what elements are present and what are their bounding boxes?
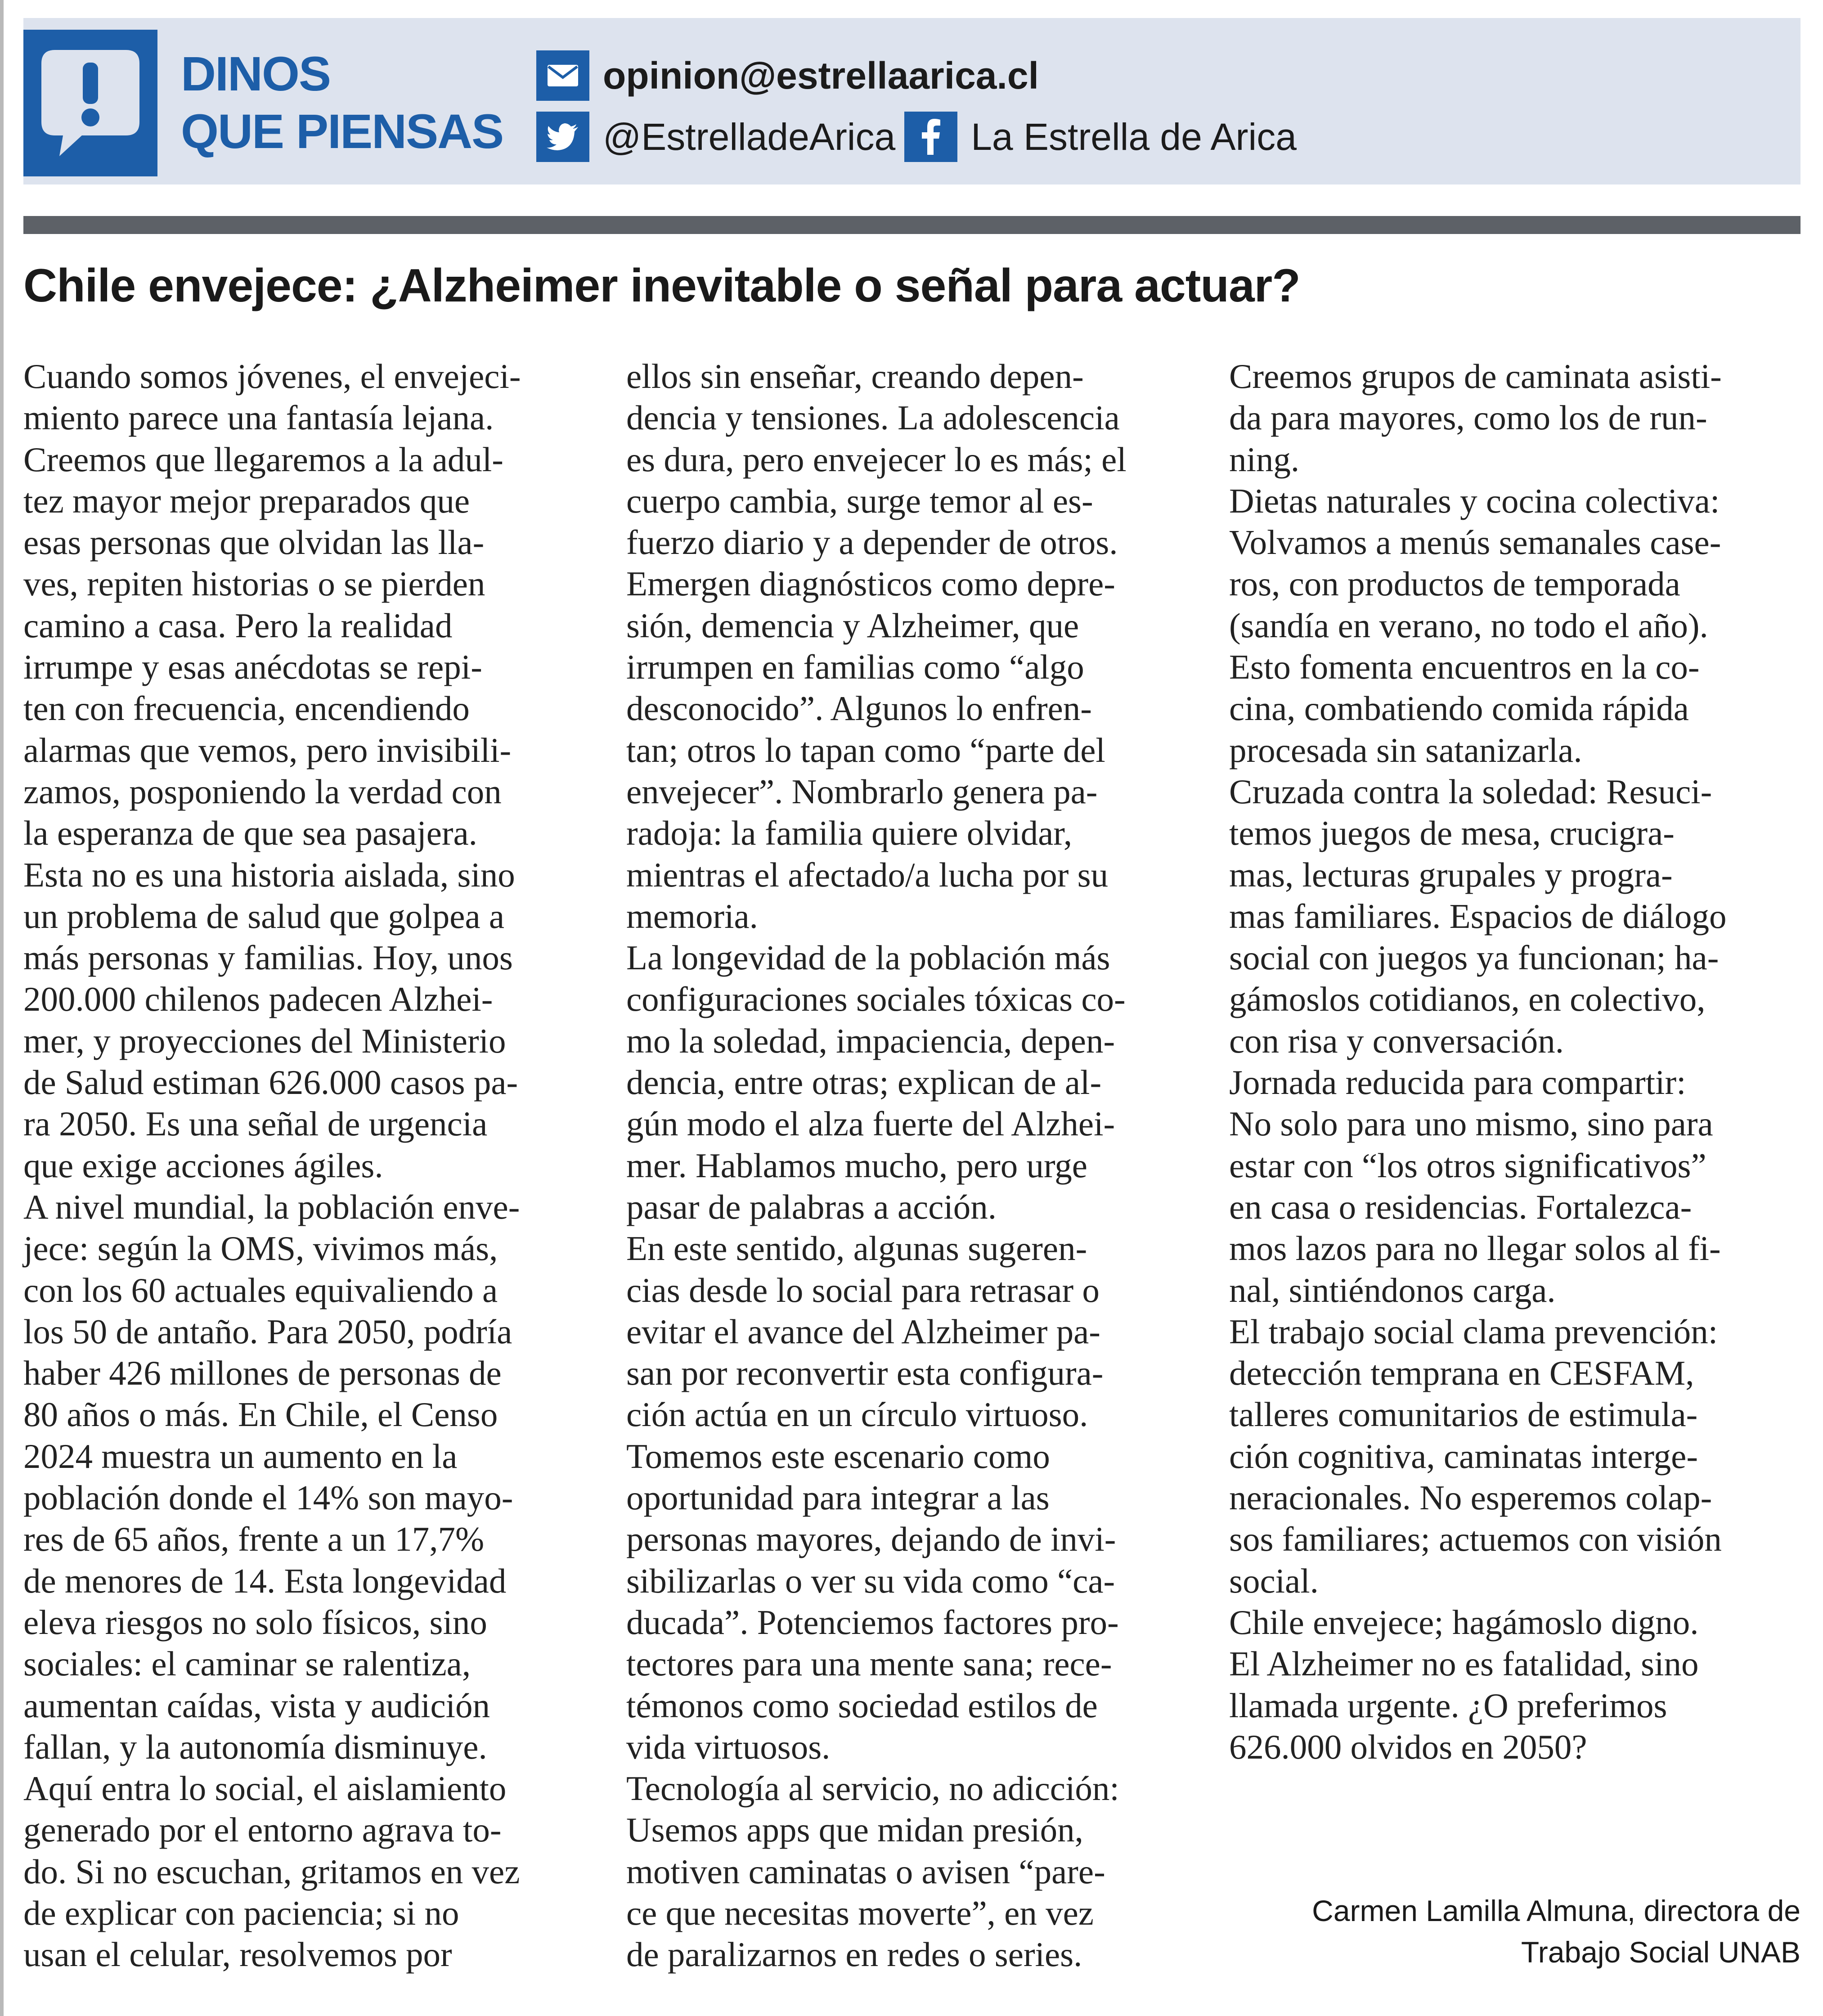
- text-line: procesada sin satanizarla.: [1229, 730, 1582, 770]
- text-line: en casa o residencias. Fortalezca-: [1229, 1187, 1692, 1226]
- text-line: sociales: el caminar se ralentiza,: [23, 1644, 471, 1683]
- text-line: con los 60 actuales equivaliendo a: [23, 1270, 498, 1310]
- signature-line-1: Carmen Lamilla Almuna, directora de: [1312, 1894, 1801, 1927]
- text-line: llamada urgente. ¿O preferimos: [1229, 1686, 1667, 1725]
- email-contact[interactable]: [536, 50, 1039, 101]
- page-edge: [0, 0, 4, 2016]
- text-line: Cruzada contra la soledad: Resuci-: [1229, 772, 1712, 811]
- text-line: ellos sin enseñar, creando depen-: [626, 357, 1084, 396]
- text-line: ce que necesitas moverte”, en vez: [626, 1893, 1094, 1932]
- text-line: memoria.: [626, 896, 758, 936]
- text-line: mer. Hablamos mucho, pero urge: [626, 1146, 1087, 1185]
- text-line: ning.: [1229, 440, 1300, 479]
- text-line: con risa y conversación.: [1229, 1021, 1564, 1060]
- text-line: tan; otros lo tapan como “parte del: [626, 730, 1105, 770]
- text-line: ra 2050. Es una señal de urgencia: [23, 1104, 488, 1143]
- text-line: estar con “los otros significativos”: [1229, 1146, 1706, 1185]
- text-line: neracionales. No esperemos colap-: [1229, 1478, 1712, 1517]
- text-line: generado por el entorno agrava to-: [23, 1810, 502, 1850]
- text-line: Usemos apps que midan presión,: [626, 1810, 1083, 1850]
- article-column-1: [23, 356, 608, 1976]
- text-line: 80 años o más. En Chile, el Censo: [23, 1395, 498, 1434]
- text-line: detección temprana en CESFAM,: [1229, 1354, 1694, 1393]
- text-line: fallan, y la autonomía disminuye.: [23, 1727, 487, 1766]
- text-line: Dietas naturales y cocina colectiva:: [1229, 481, 1720, 520]
- text-line: eleva riesgos no solo físicos, sino: [23, 1602, 487, 1642]
- text-line: da para mayores, como los de run-: [1229, 398, 1707, 437]
- text-line: cias desde lo social para retrasar o: [626, 1270, 1100, 1310]
- text-line: mas familiares. Espacios de diálogo: [1229, 896, 1727, 936]
- text-line: irrumpe y esas anécdotas se repi-: [23, 648, 482, 687]
- text-line: jece: según la OMS, vivimos más,: [23, 1229, 498, 1268]
- exclamation-speech-bubble-icon: [23, 30, 157, 176]
- text-line: haber 426 millones de personas de: [23, 1354, 502, 1393]
- text-line: mas, lecturas grupales y progra-: [1229, 855, 1673, 894]
- text-line: de paralizarnos en redes o series.: [626, 1935, 1082, 1974]
- text-line: fuerzo diario y a depender de otros.: [626, 523, 1118, 562]
- text-line: mo la soledad, impaciencia, depen-: [626, 1021, 1115, 1060]
- text-line: miento parece una fantasía lejana.: [23, 398, 494, 437]
- text-line: motiven caminatas o avisen “pare-: [626, 1852, 1105, 1891]
- twitter-handle[interactable]: @EstrelladeArica: [603, 115, 896, 158]
- facebook-page[interactable]: La Estrella de Arica: [971, 115, 1297, 158]
- text-line: mos lazos para no llegar solos al fi-: [1229, 1229, 1721, 1268]
- text-line: res de 65 años, frente a un 17,7%: [23, 1520, 485, 1559]
- section-title-line2: QUE PIENSAS: [181, 104, 503, 158]
- text-line: dencia y tensiones. La adolescencia: [626, 398, 1120, 437]
- text-line: Creemos grupos de caminata asisti-: [1229, 357, 1722, 396]
- text-line: personas mayores, dejando de invi-: [626, 1520, 1116, 1559]
- twitter-bird-icon: [536, 112, 589, 162]
- text-line: irrumpen en familias como “algo: [626, 648, 1084, 687]
- envelope-icon: [536, 50, 589, 101]
- text-line: A nivel mundial, la población enve-: [23, 1187, 520, 1226]
- text-line: do. Si no escuchan, gritamos en vez: [23, 1852, 520, 1891]
- text-line: Creemos que llegaremos a la adul-: [23, 440, 503, 479]
- text-line: envejecer”. Nombrarlo genera pa-: [626, 772, 1098, 811]
- text-line: usan el celular, resolvemos por: [23, 1935, 452, 1974]
- text-line: mientras el afectado/a lucha por su: [626, 855, 1109, 894]
- text-line: 626.000 olvidos en 2050?: [1229, 1727, 1587, 1766]
- text-line: ducada”. Potenciemos factores pro-: [626, 1602, 1119, 1642]
- text-line: Esta no es una historia aislada, sino: [23, 855, 515, 894]
- text-line: de Salud estiman 626.000 casos pa-: [23, 1063, 518, 1102]
- facebook-icon: [904, 112, 957, 162]
- text-line: los 50 de antaño. Para 2050, podría: [23, 1312, 512, 1351]
- text-line: gámoslos cotidianos, en colectivo,: [1229, 980, 1706, 1019]
- text-line: social.: [1229, 1561, 1319, 1600]
- text-line: 2024 muestra un aumento en la: [23, 1436, 458, 1476]
- article-headline: Chile envejece: ¿Alzheimer inevitable o señal para actuar?: [23, 260, 1300, 312]
- text-line: zamos, posponiendo la verdad con: [23, 772, 502, 811]
- article-column-2: [626, 356, 1211, 1976]
- text-line: Jornada reducida para compartir:: [1229, 1063, 1686, 1102]
- text-line: Emergen diagnósticos como depre-: [626, 564, 1115, 603]
- text-line: tectores para una mente sana; rece-: [626, 1644, 1112, 1683]
- text-line: El Alzheimer no es fatalidad, sino: [1229, 1644, 1699, 1683]
- text-line: El trabajo social clama prevención:: [1229, 1312, 1718, 1351]
- text-line: camino a casa. Pero la realidad: [23, 606, 453, 645]
- text-line: Cuando somos jóvenes, el envejeci-: [23, 357, 521, 396]
- text-line: En este sentido, algunas sugeren-: [626, 1229, 1087, 1268]
- text-line: es dura, pero envejecer lo es más; el: [626, 440, 1127, 479]
- section-divider: [23, 216, 1801, 234]
- text-line: Volvamos a menús semanales case-: [1229, 523, 1721, 562]
- text-line: la esperanza de que sea pasajera.: [23, 814, 477, 853]
- text-line: más personas y familias. Hoy, unos: [23, 938, 513, 977]
- text-line: san por reconvertir esta configura-: [626, 1354, 1104, 1393]
- text-line: social con juegos ya funcionan; ha-: [1229, 938, 1719, 977]
- section-title: [181, 45, 503, 160]
- text-line: (sandía en verano, no todo el año).: [1229, 606, 1708, 645]
- header-band: [23, 18, 1801, 184]
- text-line: témonos como sociedad estilos de: [626, 1686, 1098, 1725]
- text-line: La longevidad de la población más: [626, 938, 1110, 977]
- text-line: Aquí entra lo social, el aislamiento: [23, 1769, 507, 1808]
- text-line: cuerpo cambia, surge temor al es-: [626, 481, 1093, 520]
- text-line: ten con frecuencia, encendiendo: [23, 689, 470, 728]
- text-line: alarmas que vemos, pero invisibili-: [23, 730, 512, 770]
- text-line: ción actúa en un círculo virtuoso.: [626, 1395, 1088, 1434]
- text-line: ros, con productos de temporada: [1229, 564, 1680, 603]
- text-line: esas personas que olvidan las lla-: [23, 523, 485, 562]
- text-line: de menores de 14. Esta longevidad: [23, 1561, 507, 1600]
- text-line: oportunidad para integrar a las: [626, 1478, 1050, 1517]
- text-line: de explicar con paciencia; si no: [23, 1893, 459, 1932]
- text-line: No solo para uno mismo, sino para: [1229, 1104, 1713, 1143]
- text-line: ves, repiten historias o se pierden: [23, 564, 485, 603]
- author-signature: [1312, 1890, 1801, 1973]
- text-line: cina, combatiendo comida rápida: [1229, 689, 1689, 728]
- text-line: desconocido”. Algunos lo enfren-: [626, 689, 1092, 728]
- text-line: sión, demencia y Alzheimer, que: [626, 606, 1079, 645]
- section-title-line1: DINOS: [181, 46, 331, 101]
- text-line: nal, sintiéndonos carga.: [1229, 1270, 1556, 1310]
- text-line: mer, y proyecciones del Ministerio: [23, 1021, 506, 1060]
- text-line: talleres comunitarios de estimula-: [1229, 1395, 1698, 1434]
- text-line: pasar de palabras a acción.: [626, 1187, 997, 1226]
- text-line: temos juegos de mesa, crucigra-: [1229, 814, 1675, 853]
- email-address[interactable]: opinion@estrellaarica.cl: [603, 54, 1039, 97]
- text-line: radoja: la familia quiere olvidar,: [626, 814, 1073, 853]
- text-line: un problema de salud que golpea a: [23, 896, 505, 936]
- text-line: Tecnología al servicio, no adicción:: [626, 1769, 1119, 1808]
- text-line: Chile envejece; hagámoslo digno.: [1229, 1602, 1699, 1642]
- text-line: Esto fomenta encuentros en la co-: [1229, 648, 1700, 687]
- article-column-3: [1229, 356, 1814, 1768]
- text-line: sos familiares; actuemos con visión: [1229, 1520, 1722, 1559]
- text-line: aumentan caídas, vista y audición: [23, 1686, 490, 1725]
- text-line: sibilizarlas o ver su vida como “ca-: [626, 1561, 1115, 1600]
- text-line: configuraciones sociales tóxicas co-: [626, 980, 1126, 1019]
- text-line: que exige acciones ágiles.: [23, 1146, 383, 1185]
- text-line: gún modo el alza fuerte del Alzhei-: [626, 1104, 1115, 1143]
- social-contacts: [536, 112, 1297, 162]
- signature-line-2: Trabajo Social UNAB: [1521, 1935, 1801, 1969]
- text-line: Tomemos este escenario como: [626, 1436, 1050, 1476]
- text-line: 200.000 chilenos padecen Alzhei-: [23, 980, 493, 1019]
- text-line: evitar el avance del Alzheimer pa-: [626, 1312, 1100, 1351]
- text-line: tez mayor mejor preparados que: [23, 481, 470, 520]
- text-line: ción cognitiva, caminatas interge-: [1229, 1436, 1698, 1476]
- text-line: población donde el 14% son mayo-: [23, 1478, 513, 1517]
- text-line: dencia, entre otras; explican de al-: [626, 1063, 1102, 1102]
- text-line: vida virtuosos.: [626, 1727, 831, 1766]
